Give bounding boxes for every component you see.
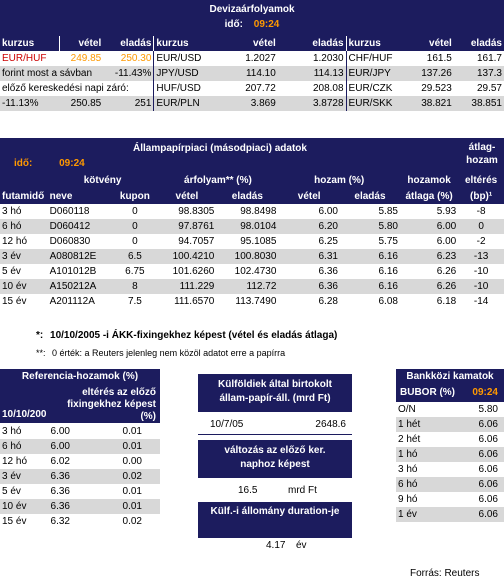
bond-diff: -10 — [473, 266, 489, 277]
foreign-change-title: változás az előző ker. naphoz képest — [224, 445, 326, 470]
ref-diff: 0.00 — [122, 456, 142, 467]
bond-coupon: 0 — [132, 206, 138, 217]
bond-avg: 6.18 — [436, 296, 457, 307]
table-row — [0, 234, 504, 249]
fx-h-kurzus-2: kurzus — [156, 38, 189, 49]
table-row — [0, 439, 160, 454]
bond-diff: -8 — [476, 206, 486, 217]
fx-pair-sell: 38.851 — [454, 96, 504, 111]
interbank-term: 9 hó — [398, 494, 418, 505]
fx-pair-sell: 3.8728 — [278, 96, 346, 111]
foreign-duration-value: 4.17 — [266, 540, 286, 551]
fx-table — [0, 36, 504, 111]
ref-val: 6.00 — [50, 426, 70, 437]
ref-val: 6.00 — [38, 439, 72, 454]
foreign-title: Külföldiek által birtokolt állam-papír-áll. (mrd Ft) — [218, 379, 332, 404]
bond-coupon: 8 — [112, 279, 157, 294]
bond-ybuy: 6.25 — [318, 236, 338, 247]
bond-buy: 111.229 — [158, 279, 217, 294]
fx-column-headers — [0, 36, 504, 51]
ref-term: 10 év — [0, 499, 38, 514]
bonds-h-eladas2: eladás — [354, 191, 386, 202]
bond-name: D060118 — [49, 206, 90, 217]
ref-diff: 0.01 — [72, 439, 160, 454]
ref-term: 5 év — [2, 486, 21, 497]
bond-term: 12 hó — [2, 236, 28, 247]
interbank-term: 1 hó — [396, 447, 440, 462]
interbank-val: 6.06 — [440, 507, 504, 522]
table-row — [0, 249, 504, 264]
footnote-2-mark: **: — [36, 348, 46, 358]
fx-pair-sell: 137.3 — [454, 66, 504, 81]
fx-row-2 — [0, 66, 504, 81]
foreign-change-row — [198, 485, 352, 500]
fx-pair-buy: 161.5 — [426, 53, 452, 64]
table-row — [0, 279, 504, 294]
interbank-term: 1 év — [396, 507, 440, 522]
table-row — [396, 417, 504, 432]
fx-time-value: 09:24 — [253, 19, 280, 30]
fx-row-4 — [0, 96, 504, 111]
bonds-h-hozamok: hozamok — [407, 175, 451, 187]
bonds-h-kupon: kupon — [119, 191, 150, 202]
fx-time-label: idő: — [224, 19, 243, 30]
bond-name: A150212A — [48, 279, 113, 294]
bonds-h-hozam: hozam (%) — [278, 173, 400, 189]
bond-name: D060830 — [49, 236, 91, 247]
fx-prev-sell: 251 — [103, 96, 154, 111]
table-row — [0, 294, 504, 309]
bonds-h-bp: (bp)¹ — [470, 190, 493, 202]
bond-term: 5 év — [2, 266, 21, 277]
fx-prev-buy: 250.85 — [60, 96, 104, 111]
bonds-h-futamido: futamidő — [2, 190, 45, 202]
ref-diff: 0.01 — [72, 499, 160, 514]
interbank-val: 6.06 — [478, 464, 498, 475]
interbank-time: 09:24 — [472, 387, 498, 398]
ref-diff: 0.01 — [122, 426, 142, 437]
table-row — [0, 264, 504, 279]
bonds-h-eladas: eladás — [231, 191, 263, 202]
source-note: Forrás: Reuters — [410, 568, 480, 579]
fx-pair-buy: 29.523 — [421, 83, 452, 94]
bonds-time-value: 09:24 — [59, 158, 85, 169]
bond-diff: -10 — [458, 279, 504, 294]
bond-avg: 6.00 — [400, 219, 458, 234]
fx-pair-sell: 114.13 — [278, 66, 346, 81]
fx-h-eladas-3: eladás — [470, 38, 502, 49]
fx-eurhuf-buy: 249.85 — [70, 53, 102, 64]
fx-time-row — [0, 19, 504, 30]
bond-ybuy: 6.20 — [278, 219, 340, 234]
bonds-table — [0, 173, 504, 309]
bond-name: A101012B — [49, 266, 97, 277]
ref-term: 3 hó — [2, 426, 22, 437]
ref-sub-date: 10/10/200 — [2, 409, 47, 420]
bond-ysell: 6.16 — [340, 279, 400, 294]
interbank-sub-label: BUBOR (%) — [400, 387, 455, 398]
table-row — [396, 447, 504, 462]
bonds-title: Állampapírpiaci (másodpiaci) adatok — [133, 143, 307, 154]
foreign-title-box — [198, 374, 352, 412]
fx-pair-buy: 38.821 — [403, 96, 454, 111]
fx-h-vetel-3: vétel — [429, 38, 452, 49]
table-row — [0, 219, 504, 234]
bond-sell: 98.0104 — [216, 219, 278, 234]
interbank-term: 6 hó — [396, 477, 440, 492]
fx-h-vetel-1: vétel — [78, 38, 102, 49]
ref-term: 6 hó — [0, 439, 38, 454]
bond-diff: -13 — [458, 249, 504, 264]
bond-term: 3 hó — [2, 206, 22, 217]
foreign-change-value: 16.5 — [238, 485, 258, 496]
bond-buy: 94.7057 — [178, 236, 215, 247]
ref-table — [0, 424, 160, 529]
bonds-header-row-2 — [0, 189, 504, 205]
fx-pair-name: EUR/PLN — [154, 96, 212, 111]
bonds-time-label: idő: — [14, 158, 33, 169]
bonds-h-kotveny: kötvény — [48, 173, 158, 189]
ref-val: 6.36 — [50, 486, 70, 497]
bond-coupon: 0 — [132, 236, 138, 247]
fx-pair-sell: 161.7 — [476, 53, 502, 64]
bond-buy: 97.8761 — [158, 219, 217, 234]
bonds-h-atlaga: átlaga (%) — [405, 190, 453, 202]
fx-row-1 — [0, 51, 504, 66]
interbank-val: 6.06 — [440, 477, 504, 492]
interbank-term: 1 hét — [396, 417, 440, 432]
interbank-val: 6.06 — [440, 447, 504, 462]
bond-buy: 101.6260 — [172, 266, 215, 277]
foreign-change-unit: mrd Ft — [288, 485, 317, 496]
bond-diff: -2 — [476, 236, 486, 247]
bond-ysell: 5.75 — [378, 236, 398, 247]
fx-prev-pct: -11.13% — [0, 96, 60, 111]
footnote-1 — [36, 330, 337, 341]
bond-ybuy: 6.28 — [318, 296, 338, 307]
fx-pair-buy: 1.2027 — [245, 53, 276, 64]
foreign-duration-box — [198, 502, 352, 538]
footnote-2 — [36, 348, 285, 358]
table-row — [396, 507, 504, 522]
table-row — [396, 432, 504, 447]
bond-sell: 98.8498 — [240, 206, 277, 217]
ref-title: Referencia-hozamok (%) — [21, 371, 139, 382]
table-row — [0, 514, 160, 529]
ref-val: 6.32 — [50, 516, 70, 527]
bond-term: 15 év — [2, 296, 27, 307]
bond-ysell: 6.16 — [378, 266, 398, 277]
bond-ybuy: 6.36 — [278, 279, 340, 294]
interbank-val: 6.06 — [478, 494, 498, 505]
ref-subheader — [0, 385, 160, 423]
bond-ybuy: 6.00 — [318, 206, 338, 217]
fx-pair-name: JPY/USD — [154, 66, 212, 81]
fx-pair-name: EUR/CZK — [346, 81, 403, 96]
bonds-h-vetel: vétel — [175, 191, 199, 202]
table-row — [0, 499, 160, 514]
fx-pair-buy: 207.72 — [245, 83, 276, 94]
interbank-title-box — [396, 369, 504, 385]
bond-buy: 98.8305 — [178, 206, 215, 217]
bond-buy: 111.6570 — [174, 296, 215, 307]
bond-avg: 6.26 — [436, 266, 457, 277]
bonds-header-row-1 — [0, 173, 504, 189]
bond-name: A080812E — [48, 249, 113, 264]
bond-term: 6 hó — [0, 219, 48, 234]
fx-h-eladas-2: eladás — [278, 36, 346, 51]
bond-term: 10 év — [0, 279, 48, 294]
ref-diff: 0.02 — [122, 516, 142, 527]
bond-avg: 6.00 — [436, 236, 457, 247]
foreign-change-box — [198, 440, 352, 478]
interbank-term: O/N — [398, 404, 416, 415]
bond-ysell: 5.85 — [378, 206, 398, 217]
fx-pair-buy: 137.26 — [403, 66, 454, 81]
footnote-1-mark: *: — [36, 330, 44, 341]
bond-coupon: 0 — [112, 219, 157, 234]
bonds-time-row — [14, 158, 85, 169]
interbank-val: 5.80 — [478, 404, 498, 415]
fx-pair-sell: 208.08 — [312, 83, 344, 94]
fx-h-kurzus-3: kurzus — [348, 38, 381, 49]
foreign-duration-row — [198, 540, 352, 555]
table-row — [0, 484, 160, 499]
table-row — [0, 204, 504, 219]
foreign-duration-title: Külf.-i állomány duration-je — [210, 506, 340, 517]
bond-ysell: 5.80 — [340, 219, 400, 234]
bond-ybuy: 6.31 — [278, 249, 340, 264]
foreign-duration-unit: év — [296, 540, 307, 551]
fx-pair-sell: 1.2030 — [312, 53, 344, 64]
bond-ysell: 6.16 — [340, 249, 400, 264]
bond-sell: 102.4730 — [234, 266, 277, 277]
bond-sell: 113.7490 — [235, 296, 277, 307]
table-row — [396, 462, 504, 477]
fx-pair-sell: 29.57 — [476, 83, 502, 94]
footnote-1-text: 10/10/2005 -i ÁKK-fixingekhez képest (vétel és eladás átlaga) — [50, 330, 338, 341]
bond-coupon: 6.75 — [125, 266, 145, 277]
fx-pair-buy: 3.869 — [212, 96, 278, 111]
ref-term: 3 év — [0, 469, 38, 484]
foreign-date: 10/7/05 — [210, 419, 244, 430]
bond-avg: 5.93 — [436, 206, 457, 217]
fx-forint-label: forint most a sávban — [0, 66, 103, 81]
ref-sub-label: eltérés az előző fixingekhez képest (%) — [67, 387, 156, 422]
table-row — [0, 469, 160, 484]
interbank-val: 6.06 — [478, 434, 498, 445]
ref-val: 6.02 — [50, 456, 70, 467]
bonds-h-atlag-hozam: átlag-hozam — [466, 142, 498, 166]
bond-ysell: 6.08 — [378, 296, 398, 307]
bonds-h-vetel2: vétel — [297, 191, 321, 202]
fx-title: Devizaárfolyamok — [209, 4, 295, 15]
bonds-h-arfolyam: árfolyam** (%) — [158, 173, 279, 189]
fx-header — [0, 0, 504, 36]
bond-ybuy: 6.36 — [318, 266, 338, 277]
interbank-subheader — [396, 385, 504, 402]
bond-name: D060412 — [48, 219, 113, 234]
bond-sell: 95.1085 — [240, 236, 277, 247]
interbank-val: 6.06 — [440, 417, 504, 432]
ref-title-box — [0, 369, 160, 385]
ref-val: 6.36 — [38, 469, 72, 484]
fx-pair-name: CHF/HUF — [346, 51, 403, 66]
bonds-h-neve: neve — [49, 191, 73, 202]
ref-term: 12 hó — [2, 456, 28, 467]
foreign-value: 2648.6 — [315, 419, 346, 430]
bond-sell: 112.72 — [216, 279, 278, 294]
ref-term: 15 év — [2, 516, 27, 527]
fx-forint-value: -11.43% — [103, 66, 154, 81]
interbank-term: 3 hó — [398, 464, 418, 475]
table-row — [396, 402, 504, 417]
ref-val: 6.36 — [38, 499, 72, 514]
fx-row-3 — [0, 81, 504, 96]
bond-sell: 100.8030 — [216, 249, 278, 264]
fx-prev-label: előző kereskedési napi záró: — [2, 83, 129, 94]
fx-h-eladas-1: eladás — [103, 36, 154, 51]
fx-pair-buy: 114.10 — [212, 66, 278, 81]
table-row — [0, 424, 160, 439]
bond-diff: 0 — [458, 219, 504, 234]
table-row — [0, 454, 160, 469]
table-row — [396, 492, 504, 507]
bond-coupon: 6.5 — [112, 249, 157, 264]
bond-avg: 6.23 — [400, 249, 458, 264]
foreign-value-row — [198, 419, 352, 435]
bond-diff: -14 — [473, 296, 489, 307]
interbank-term: 2 hét — [398, 434, 421, 445]
bond-buy: 100.4210 — [158, 249, 217, 264]
ref-diff: 0.02 — [72, 469, 160, 484]
fx-eurhuf-name: EUR/HUF — [2, 53, 47, 64]
bond-name: A201112A — [49, 296, 95, 307]
fx-pair-name: HUF/USD — [154, 81, 212, 96]
table-row — [396, 477, 504, 492]
interbank-table — [396, 402, 504, 522]
footnote-2-text: 0 érték: a Reuters jelenleg nem közöl adatot erre a papírra — [52, 348, 286, 358]
interbank-title: Bankközi kamatok — [406, 371, 494, 382]
fx-pair-name: EUR/USD — [154, 51, 212, 66]
ref-diff: 0.01 — [122, 486, 142, 497]
fx-h-kurzus-1: kurzus — [0, 36, 60, 51]
bond-coupon: 7.5 — [127, 296, 142, 307]
fx-h-vetel-2: vétel — [252, 38, 276, 49]
bond-avg: 6.26 — [400, 279, 458, 294]
bond-term: 3 év — [0, 249, 48, 264]
fx-pair-name: EUR/JPY — [346, 66, 403, 81]
fx-pair-name: EUR/SKK — [346, 96, 403, 111]
fx-eurhuf-sell: 250.30 — [120, 53, 152, 64]
bonds-h-elteres: eltérés — [464, 175, 498, 187]
